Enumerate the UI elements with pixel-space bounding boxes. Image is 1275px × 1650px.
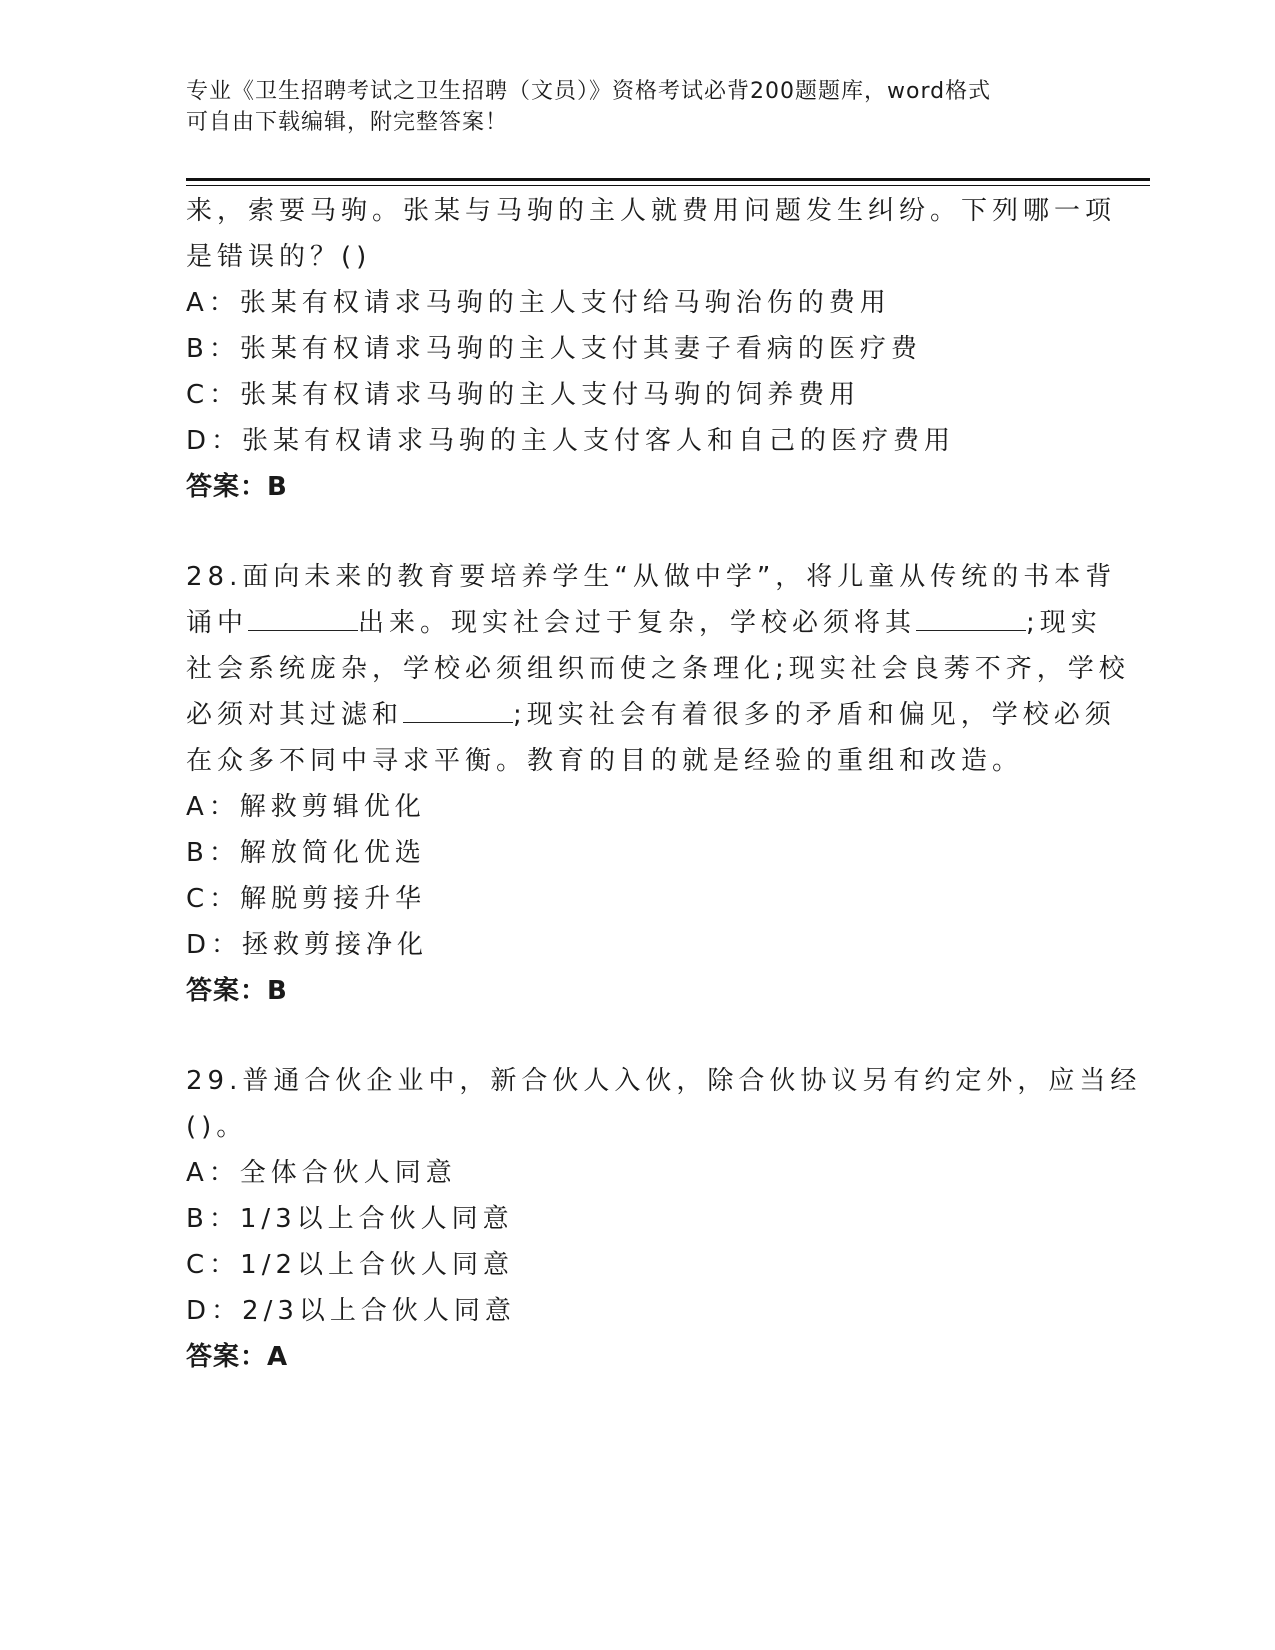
- stem-text: ;现实: [1026, 608, 1102, 638]
- option-d: D：张某有权请求马驹的主人支付客人和自己的医疗费用: [186, 426, 956, 456]
- question-27: [186, 188, 1117, 510]
- question-stem-line: [186, 692, 1116, 738]
- option-b: B：1/3以上合伙人同意: [186, 1204, 514, 1234]
- spacer: [186, 1014, 1086, 1058]
- option-a: A：张某有权请求马驹的主人支付给马驹治伤的费用: [186, 288, 891, 318]
- option-a: A：全体合伙人同意: [186, 1158, 457, 1188]
- option-c: C：张某有权请求马驹的主人支付马驹的饲养费用: [186, 380, 861, 410]
- stem-text: 必须对其过滤和: [186, 700, 404, 730]
- spacer: [186, 510, 1086, 554]
- option-d: D：拯救剪接净化: [186, 930, 429, 960]
- header-rule-thick: [186, 178, 1150, 181]
- answer-label: 答案：A: [186, 1342, 289, 1372]
- header-line-1: 专业《卫生招聘考试之卫生招聘（文员）》资格考试必背200题题库，word格式: [186, 79, 992, 104]
- fill-blank: [248, 608, 358, 631]
- fill-blank: [403, 700, 513, 723]
- question-28: [186, 554, 1130, 1014]
- header-line-2: 可自由下载编辑，附完整答案！: [186, 110, 509, 135]
- document-body: [186, 188, 1142, 1380]
- question-29: [186, 1058, 1142, 1380]
- document-header: [186, 76, 1086, 138]
- question-stem-line: 来，索要马驹。张某与马驹的主人就费用问题发生纠纷。下列哪一项: [186, 196, 1117, 226]
- question-stem-line: 28.面向未来的教育要培养学生“从做中学”，将儿童从传统的书本背: [186, 562, 1117, 592]
- option-c: C：1/2以上合伙人同意: [186, 1250, 514, 1280]
- option-d: D：2/3以上合伙人同意: [186, 1296, 516, 1326]
- stem-text: 诵中: [186, 608, 249, 638]
- question-stem-line: 29.普通合伙企业中，新合伙人入伙，除合伙协议另有约定外，应当经: [186, 1066, 1142, 1096]
- option-a: A：解救剪辑优化: [186, 792, 426, 822]
- question-stem-line: 是错误的？(): [186, 242, 372, 272]
- option-b: B：张某有权请求马驹的主人支付其妻子看病的医疗费: [186, 334, 922, 364]
- answer-label: 答案：B: [186, 472, 288, 502]
- stem-text: ;现实社会有着很多的矛盾和偏见，学校必须: [513, 700, 1116, 730]
- option-c: C：解脱剪接升华: [186, 884, 427, 914]
- stem-text: 出来。现实社会过于复杂，学校必须将其: [358, 608, 917, 638]
- question-stem-line: ()。: [186, 1112, 248, 1142]
- question-stem-line: 社会系统庞杂，学校必须组织而使之条理化;现实社会良莠不齐，学校: [186, 654, 1130, 684]
- question-stem-line: [186, 600, 1102, 646]
- answer-label: 答案：B: [186, 976, 288, 1006]
- question-stem-line: 在众多不同中寻求平衡。教育的目的就是经验的重组和改造。: [186, 746, 1024, 776]
- option-b: B：解放简化优选: [186, 838, 426, 868]
- header-rule-thin: [186, 185, 1150, 186]
- fill-blank: [916, 608, 1026, 631]
